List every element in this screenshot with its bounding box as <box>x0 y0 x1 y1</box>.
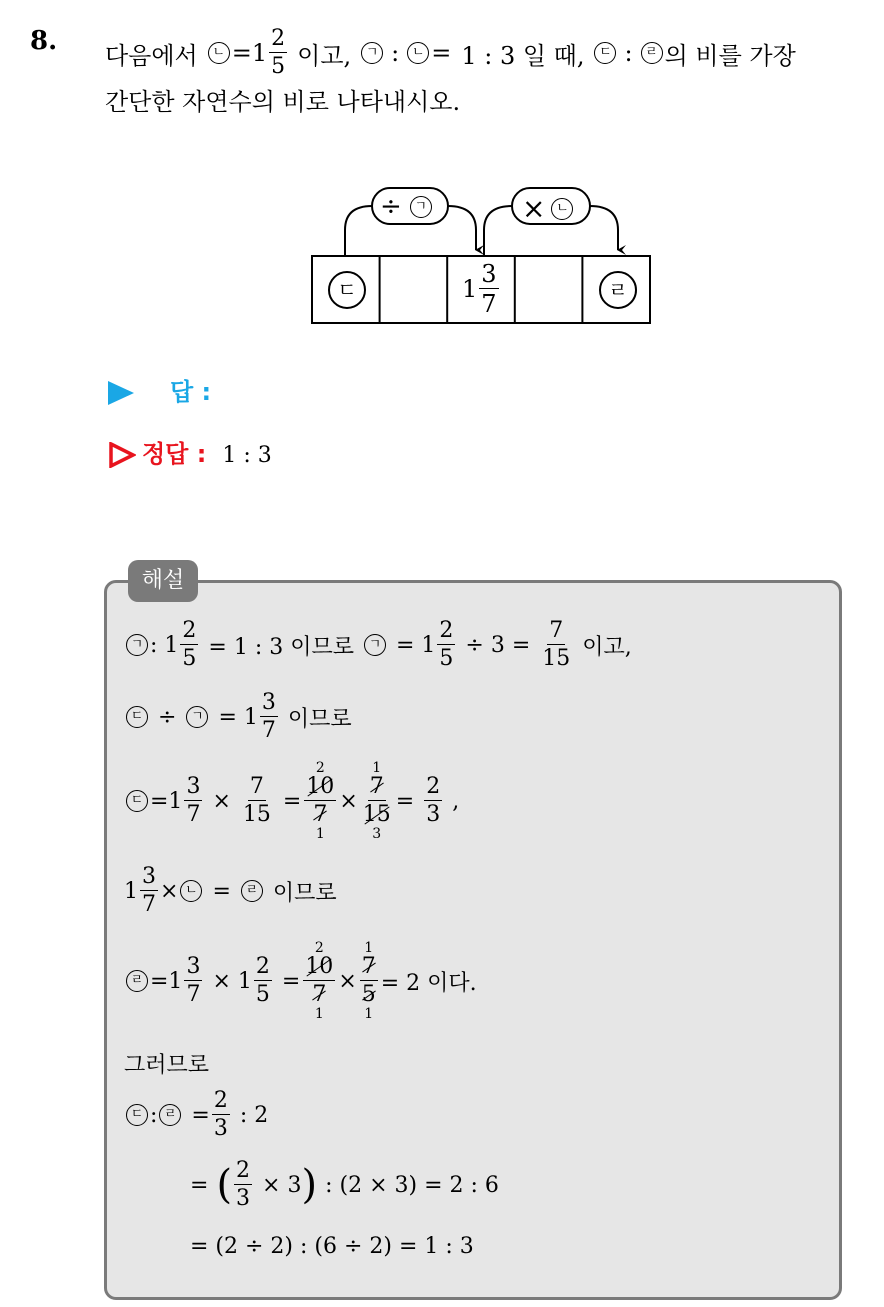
circle-g-symbol: ㄱ <box>361 42 383 64</box>
fraction <box>234 1160 252 1210</box>
ratio-text: 1 : 3 일 때, <box>461 41 585 70</box>
fraction <box>140 866 158 916</box>
reduced-value: 3 <box>372 826 382 842</box>
multiply-operation <box>522 192 575 225</box>
solution-tag: 해설 <box>128 560 198 602</box>
flow-diagram <box>300 170 660 330</box>
math-text: = <box>212 878 231 904</box>
cancelled-denominator: 15 <box>362 802 391 827</box>
question-text: 이고, <box>297 41 352 70</box>
denominator: 15 <box>242 802 271 827</box>
math-text: × 3 <box>262 1172 302 1198</box>
denominator: 7 <box>481 290 497 318</box>
solution-line-9: = (2 ÷ 2) : (6 ÷ 2) = 1 : 3 <box>190 1234 474 1259</box>
circle-r-symbol: ㄹ <box>599 271 637 309</box>
divide-sign: ÷ <box>380 192 402 222</box>
denominator: 5 <box>255 982 270 1007</box>
fraction <box>184 956 202 1006</box>
fraction <box>241 776 273 826</box>
circle-g-symbol: ㄱ <box>410 196 432 218</box>
math-text: × <box>338 968 357 994</box>
fraction <box>184 776 202 826</box>
reduced-value: 1 <box>314 1006 324 1022</box>
math-text: : 2 <box>239 1102 269 1128</box>
cancelled-fraction <box>360 940 378 1022</box>
reduced-value: 2 <box>314 940 324 956</box>
circle-n-symbol: ㄴ <box>208 42 230 64</box>
denominator: 5 <box>271 54 286 79</box>
circle-g-symbol: ㄱ <box>126 634 148 656</box>
denominator: 15 <box>542 646 571 671</box>
cancelled-fraction <box>361 760 393 842</box>
arrow-2-end <box>590 206 618 250</box>
cancelled-numerator: 10 <box>305 954 334 979</box>
fraction <box>254 956 272 1006</box>
math-text: × 1 <box>212 968 252 994</box>
whole-number: 1 <box>251 39 268 67</box>
answer-row <box>108 372 211 407</box>
math-text: = <box>281 968 301 994</box>
math-text: × <box>160 878 179 904</box>
denominator: 3 <box>426 802 441 827</box>
math-text: : 1 <box>150 632 179 658</box>
question-text: 의 비를 가장 <box>664 41 796 70</box>
denominator: 7 <box>186 802 201 827</box>
math-text: = 1 : 3 이므로 <box>208 634 354 660</box>
circle-r-symbol: ㄹ <box>641 42 663 64</box>
fraction <box>437 620 455 670</box>
fraction <box>180 620 198 670</box>
circle-g-symbol: ㄱ <box>364 634 386 656</box>
denominator: 7 <box>186 982 201 1007</box>
math-text: 이므로 <box>287 706 352 732</box>
solution-line-5 <box>124 940 477 1022</box>
math-text: = <box>190 1172 209 1198</box>
correct-answer-row <box>108 434 272 469</box>
math-text: × <box>339 788 358 814</box>
numerator: 2 <box>182 618 197 643</box>
numerator: 3 <box>142 864 156 889</box>
cell-r <box>597 271 639 309</box>
arrow-1-start <box>345 206 372 256</box>
circle-d-symbol: ㄷ <box>126 706 148 728</box>
math-text: =1 <box>150 968 183 994</box>
circle-n-symbol: ㄴ <box>407 42 429 64</box>
solution-line-4 <box>124 866 337 916</box>
math-text: 1 <box>124 878 138 904</box>
math-text: = 1 <box>395 632 436 658</box>
question-line-1 <box>105 28 796 78</box>
open-paren: ( <box>216 1162 233 1208</box>
math-text: = 2 이다. <box>380 970 477 996</box>
math-text: = <box>191 1102 210 1128</box>
numerator: 2 <box>426 774 441 799</box>
solution-line-3 <box>124 760 459 842</box>
colon: : <box>624 39 633 67</box>
circle-r-symbol: ㄹ <box>159 1104 181 1126</box>
answer-label: 답 : <box>170 378 212 406</box>
play-triangle-icon <box>108 381 134 405</box>
numerator: 7 <box>249 774 264 799</box>
circle-g-symbol: ㄱ <box>186 706 208 728</box>
cancelled-fraction <box>303 940 335 1022</box>
question-text: 다음에서 <box>105 41 198 70</box>
numerator: 2 <box>271 26 286 51</box>
cancelled-denominator: 5 <box>361 982 376 1007</box>
solution-line-8 <box>190 1160 499 1210</box>
circle-d-symbol: ㄷ <box>126 1104 148 1126</box>
equals-sign: = <box>431 39 452 67</box>
arrow-2-start <box>484 206 512 256</box>
math-text: = 1 <box>218 704 258 730</box>
circle-d-symbol: ㄷ <box>126 790 148 812</box>
numerator: 3 <box>261 690 276 715</box>
solution-line-1 <box>124 620 632 670</box>
circle-d-symbol: ㄷ <box>328 271 366 309</box>
numerator: 2 <box>213 1088 228 1113</box>
numerator: 2 <box>439 618 454 643</box>
fraction <box>424 776 442 826</box>
reduced-value: 1 <box>372 760 382 776</box>
circle-d-symbol: ㄷ <box>594 42 616 64</box>
solution-line-7 <box>124 1090 268 1140</box>
cell-middle-value <box>462 262 501 316</box>
numerator: 3 <box>186 954 201 979</box>
numerator: 3 <box>481 260 497 288</box>
fraction <box>260 692 278 742</box>
fraction <box>269 28 287 78</box>
arrow-1-end <box>448 206 476 250</box>
math-text: , <box>452 788 460 814</box>
correct-answer-value: 1 : 3 <box>222 443 272 468</box>
numerator: 2 <box>236 1158 251 1183</box>
fraction <box>479 262 498 316</box>
circle-r-symbol: ㄹ <box>126 970 148 992</box>
math-text: : <box>150 1102 158 1128</box>
solution-line-6: 그러므로 <box>124 1053 210 1078</box>
math-text: =1 <box>150 788 183 814</box>
multiply-sign: × <box>522 192 546 225</box>
reduced-value: 2 <box>315 760 325 776</box>
circle-r-symbol: ㄹ <box>241 880 263 902</box>
math-text: 이고, <box>582 634 632 660</box>
math-text: = <box>395 788 415 814</box>
cancelled-numerator: 7 <box>361 954 376 979</box>
numerator: 7 <box>549 618 564 643</box>
math-text: = <box>282 788 302 814</box>
colon: : <box>391 39 400 67</box>
correct-answer-label: 정답 : <box>142 440 207 468</box>
numerator: 2 <box>255 954 270 979</box>
math-text: 이므로 <box>272 880 337 906</box>
solution-line-2 <box>124 692 352 742</box>
fraction <box>212 1090 230 1140</box>
cancelled-numerator: 10 <box>306 774 335 799</box>
fraction <box>540 620 572 670</box>
question-number: 8. <box>30 26 58 56</box>
whole-number: 1 <box>462 275 478 303</box>
math-text: × <box>212 788 231 814</box>
denominator: 7 <box>261 718 276 743</box>
equals-sign: = <box>231 39 252 67</box>
reduced-value: 1 <box>364 1006 374 1022</box>
denominator: 3 <box>213 1116 228 1141</box>
cancelled-denominator: 7 <box>313 802 328 827</box>
outline-triangle-icon <box>108 442 136 468</box>
denominator: 3 <box>236 1186 251 1211</box>
reduced-value: 1 <box>315 826 325 842</box>
divide-operation <box>380 192 434 222</box>
cancelled-numerator: 7 <box>369 774 384 799</box>
denominator: 5 <box>182 646 197 671</box>
close-paren: ) <box>301 1162 318 1208</box>
cancelled-fraction <box>304 760 336 842</box>
circle-n-symbol: ㄴ <box>551 198 573 220</box>
math-text: ÷ <box>158 704 177 730</box>
denominator: 7 <box>142 892 156 917</box>
numerator: 3 <box>186 774 201 799</box>
cancelled-denominator: 7 <box>312 982 327 1007</box>
denominator: 5 <box>439 646 454 671</box>
circle-n-symbol: ㄴ <box>180 880 202 902</box>
cell-d <box>326 271 368 309</box>
math-text: ÷ 3 = <box>465 632 531 658</box>
reduced-value: 1 <box>364 940 374 956</box>
question-line-2: 간단한 자연수의 비로 나타내시오. <box>105 88 461 116</box>
math-text: : (2 × 3) = 2 : 6 <box>325 1172 499 1198</box>
